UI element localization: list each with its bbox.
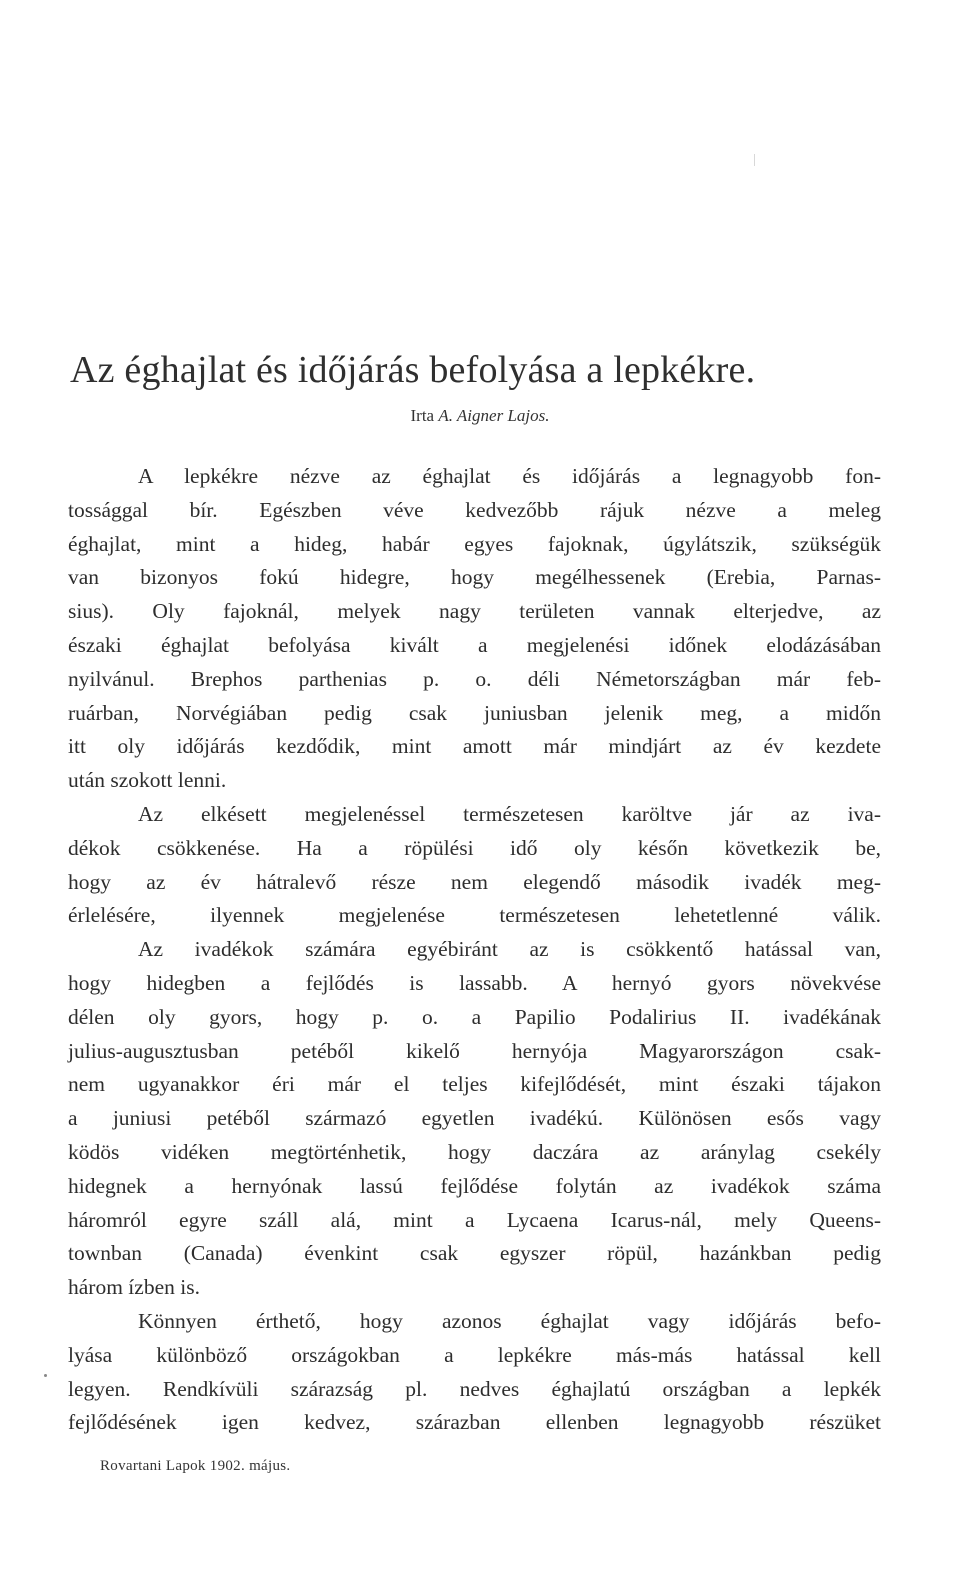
text-line: ruárban, Norvégiában pedig csak juniusban jelenik meg, a midőn: [68, 700, 881, 725]
page-footer: Rovartani Lapok 1902. május.: [100, 1458, 291, 1474]
text-line: hogy az év hátralevő része nem elegendő második ivadék meg-: [68, 869, 881, 894]
text-line: julius-augusztusban petéből kikelő hernyója Magyarországon csak-: [68, 1038, 881, 1063]
text-line: délen oly gyors, hogy p. o. a Papilio Podalirius II. ivadékának: [68, 1004, 881, 1029]
byline-author: A. Aigner Lajos.: [438, 406, 550, 425]
text-line: nem ugyanakkor éri már el teljes kifejlődését, mint északi tájakon: [68, 1072, 881, 1097]
article-title: Az éghajlat és időjárás befolyása a lepkékre.: [70, 349, 756, 391]
text-line: a juniusi petéből származó egyetlen ivadékú. Különösen esős vagy: [68, 1106, 881, 1131]
text-line: Az elkésett megjelenéssel természetesen karöltve jár az iva-: [138, 801, 881, 826]
text-line: nyilvánul. Brephos parthenias p. o. déli Németországban már feb-: [68, 666, 881, 691]
text-line: fejlődésének igen kedvez, szárazban ellenben legnagyobb részüket: [68, 1410, 881, 1435]
paper-speck: [754, 154, 755, 166]
text-line: Könnyen érthető, hogy azonos éghajlat vagy időjárás befo-: [138, 1308, 881, 1333]
text-line: dékok csökkenése. Ha a röpülési idő oly későn következik be,: [68, 835, 881, 860]
text-line: lyása különböző országokban a lepkékre más-más hatással kell: [68, 1342, 881, 1367]
text-line: érlelésére, ilyennek megjelenése természetesen lehetetlenné válik.: [68, 903, 881, 928]
text-line: itt oly időjárás kezdődik, mint amott már mindjárt az év kezdete: [68, 734, 881, 759]
byline-prefix: Irta: [410, 406, 435, 425]
margin-dot: [44, 1374, 47, 1377]
text-line: három ízben is.: [68, 1275, 200, 1300]
text-line: északi éghajlat befolyása kivált a megjelenési időnek elodázásában: [68, 632, 881, 657]
text-line: legyen. Rendkívüli szárazság pl. nedves éghajlatú országban a lepkék: [68, 1376, 881, 1401]
text-line: Az ivadékok számára egyébiránt az is csökkentő hatással van,: [138, 937, 881, 962]
text-line: után szokott lenni.: [68, 768, 227, 793]
text-line: tossággal bír. Egészben véve kedvezőbb rájuk nézve a meleg: [68, 497, 881, 522]
article-body: [68, 460, 881, 1440]
text-line: hogy hidegben a fejlődés is lassabb. A hernyó gyors növekvése: [68, 970, 881, 995]
text-line: A lepkékre nézve az éghajlat és időjárás a legnagyobb fon-: [138, 464, 881, 488]
text-line: hidegnek a hernyónak lassú fejlődése folytán az ivadékok száma: [68, 1173, 881, 1198]
text-line: sius). Oly fajoknál, melyek nagy területen vannak elterjedve, az: [68, 599, 881, 624]
text-line: townban (Canada) évenkint csak egyszer röpül, hazánkban pedig: [68, 1241, 881, 1266]
text-line: háromról egyre száll alá, mint a Lycaena Icarus-nál, mely Queens-: [68, 1207, 881, 1232]
text-line: ködös vidéken megtörténhetik, hogy daczára az aránylag csekély: [68, 1139, 881, 1164]
text-line: van bizonyos fokú hidegre, hogy megélhessenek (Erebia, Parnas-: [68, 565, 881, 590]
byline: [0, 404, 960, 428]
text-line: éghajlat, mint a hideg, habár egyes fajoknak, úgylátszik, szükségük: [68, 531, 881, 556]
